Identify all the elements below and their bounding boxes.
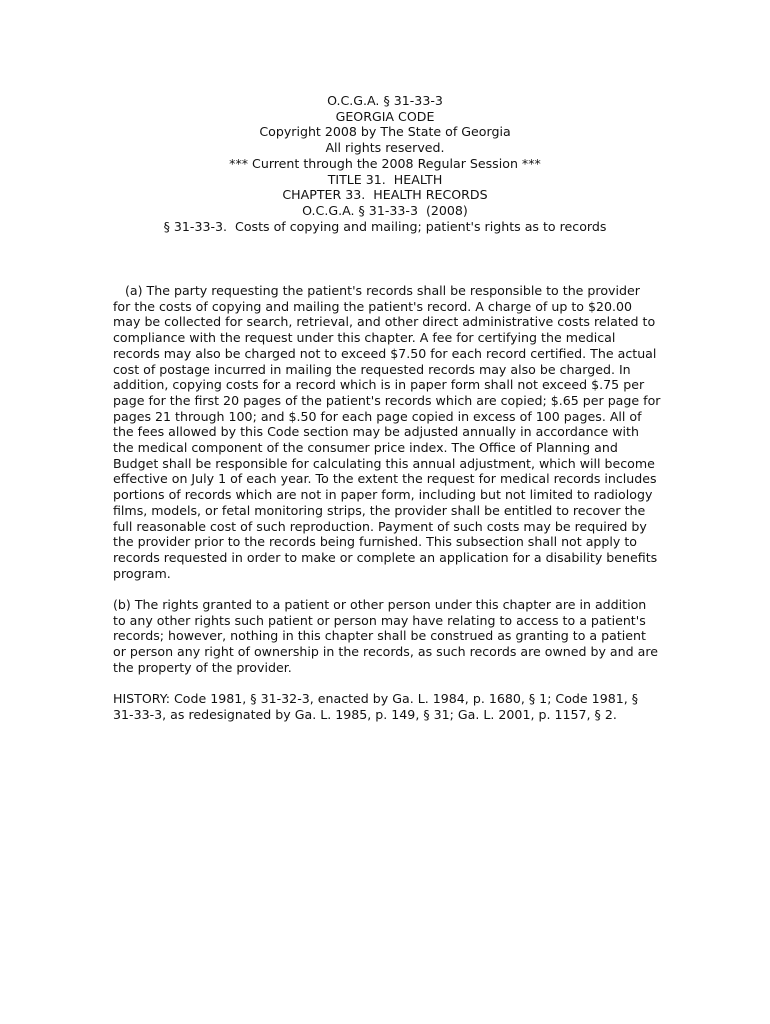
chapter-line: CHAPTER 33. HEALTH RECORDS [282,187,488,203]
title-line: TITLE 31. HEALTH [327,171,443,187]
subsection-b: (b) The rights granted to a patient or other person under this chapter are in addition to any other rights such patient or person may have relating to access to a patient's records; however, nothing in this chapter shall be construed as granting to a patient or person any right of ownership in the records, as such records are owned by and are the property of the provider. [113,597,658,675]
code-citation: O.C.G.A. § 31-33-3 [327,93,443,108]
subsection-a: (a) The party requesting the patient's records shall be responsible to the provider for the costs of copying and mailing the patient's record. A charge of up to $20.00 may be collected for search, retrieval, and other direct administrative costs related to compliance with the request under this chapter. A fee for certifying the medical records may also be charged not to exceed $7.50 for each record certified. The actual cost of postage incurred in mailing the requested records may also be charged. In addition, copying costs for a record which is in paper form shall not exceed $.75 per page for the first 20 pages of the patient's records which are copied; $.65 per page for pages 21 through 100; and $.50 for each page copied in excess of 100 pages. All of the fees allowed by this Code section may be adjusted annually in accordance with the medical component of the consumer price index. The Office of Planning and Budget shall be responsible for calculating this annual adjustment, which will become effective on July 1 of each year. To the extent the request for medical records includes portions of records which are not in paper form, including but not limited to radiology films, models, or fetal monitoring strips, the provider shall be entitled to recover the full reasonable cost of such reproduction. Payment of such costs may be required by the provider prior to the records being furnished. This subsection shall not apply to records requested in order to make or complete an application for a disability benefits program. [113,283,661,581]
section-citation-line: O.C.G.A. § 31-33-3 (2008) [302,202,468,218]
section-heading: § 31-33-3. Costs of copying and mailing; patient's rights as to records [163,218,607,234]
code-name: GEORGIA CODE [335,108,435,124]
copyright-line: Copyright 2008 by The State of Georgia [259,124,511,140]
rights-line: All rights reserved. [325,140,445,156]
currency-line: *** Current through the 2008 Regular Session *** [229,155,541,171]
history-note: HISTORY: Code 1981, § 31-32-3, enacted by Ga. L. 1984, p. 1680, § 1; Code 1981, § 31-33-3, as redesignated by Ga. L. 1985, p. 149, § 31; Ga. L. 2001, p. 1157, § 2. [113,691,639,722]
document-header [0,93,770,234]
document-body [113,283,661,723]
